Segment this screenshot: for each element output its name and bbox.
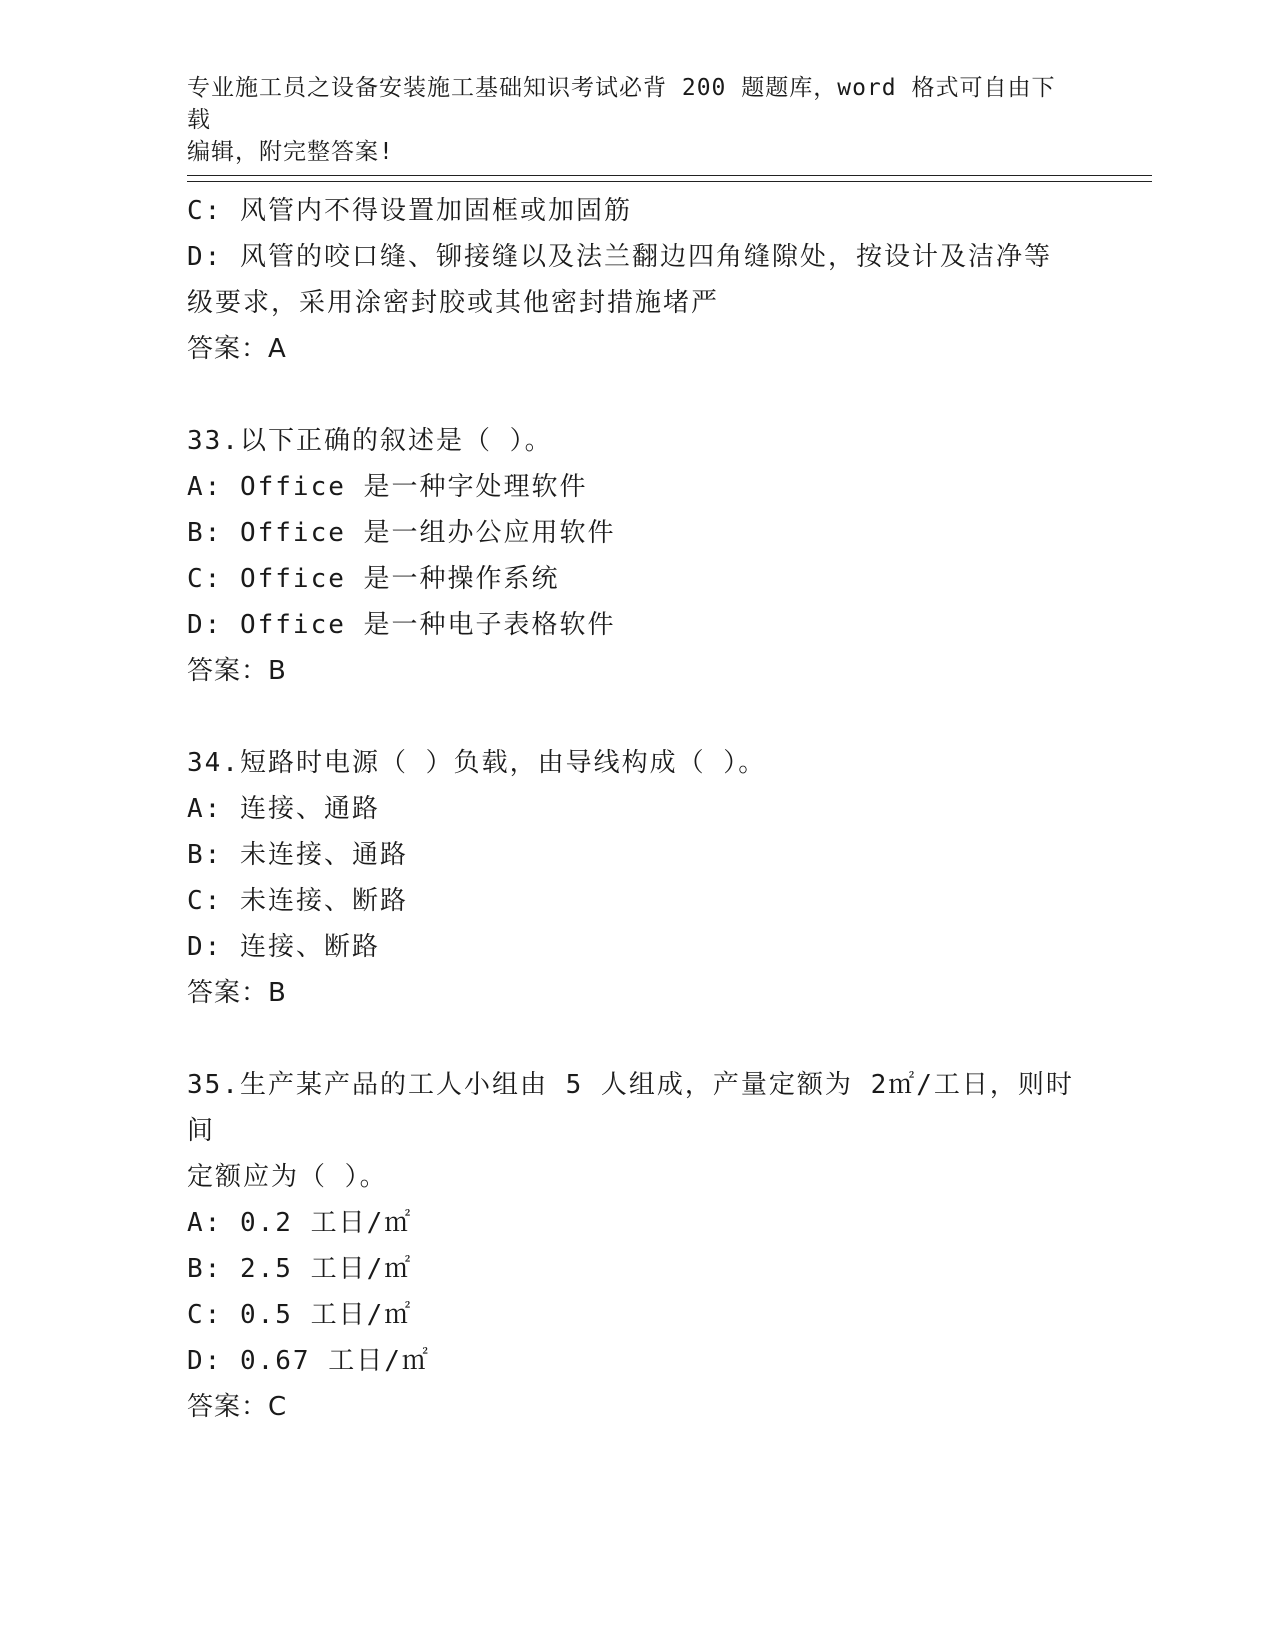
spacer xyxy=(187,372,1087,418)
option-b: B: Office 是一组办公应用软件 xyxy=(187,518,616,548)
question-title-line-2: 定额应为（ ）。 xyxy=(187,1162,388,1192)
option-a: A: 连接、通路 xyxy=(187,794,380,824)
option-d: D: 连接、断路 xyxy=(187,932,380,962)
header-line-2: 编辑，附完整答案! xyxy=(187,139,394,165)
question-title: 34.短路时电源（ ）负载，由导线构成（ ）。 xyxy=(187,748,767,778)
question-34 xyxy=(187,740,1087,1016)
question-title: 33.以下正确的叙述是（ ）。 xyxy=(187,426,553,456)
question-33 xyxy=(187,418,1087,694)
option-c: C: 风管内不得设置加固框或加固筋 xyxy=(187,196,632,226)
option-c: C: Office 是一种操作系统 xyxy=(187,564,560,594)
option-c: C: 未连接、断路 xyxy=(187,886,408,916)
option-a: A: 0.2 工日/㎡ xyxy=(187,1208,413,1238)
document-body xyxy=(187,188,1087,1430)
spacer xyxy=(187,1016,1087,1062)
header-divider-top xyxy=(187,175,1152,176)
answer: 答案：C xyxy=(187,1392,288,1422)
spacer xyxy=(187,694,1087,740)
option-d: D: 0.67 工日/㎡ xyxy=(187,1346,430,1376)
answer: 答案：B xyxy=(187,656,287,686)
question-35 xyxy=(187,1062,1087,1430)
answer: 答案：A xyxy=(187,334,287,364)
document-header xyxy=(187,72,1067,168)
answer: 答案：B xyxy=(187,978,287,1008)
option-b: B: 未连接、通路 xyxy=(187,840,408,870)
question-title-line-1: 35.生产某产品的工人小组由 5 人组成，产量定额为 2㎡/工日，则时间 xyxy=(187,1070,1074,1146)
option-b: B: 2.5 工日/㎡ xyxy=(187,1254,413,1284)
option-a: A: Office 是一种字处理软件 xyxy=(187,472,588,502)
header-line-1: 专业施工员之设备安装施工基础知识考试必背 200 题题库，word 格式可自由下载 xyxy=(187,75,1056,133)
previous-question-block xyxy=(187,188,1087,372)
option-c: C: 0.5 工日/㎡ xyxy=(187,1300,413,1330)
option-d-line-2: 级要求，采用涂密封胶或其他密封措施堵严 xyxy=(187,288,720,318)
option-d-line-1: D: 风管的咬口缝、铆接缝以及法兰翻边四角缝隙处，按设计及洁净等 xyxy=(187,242,1052,272)
header-divider-bottom xyxy=(187,181,1152,182)
option-d: D: Office 是一种电子表格软件 xyxy=(187,610,616,640)
